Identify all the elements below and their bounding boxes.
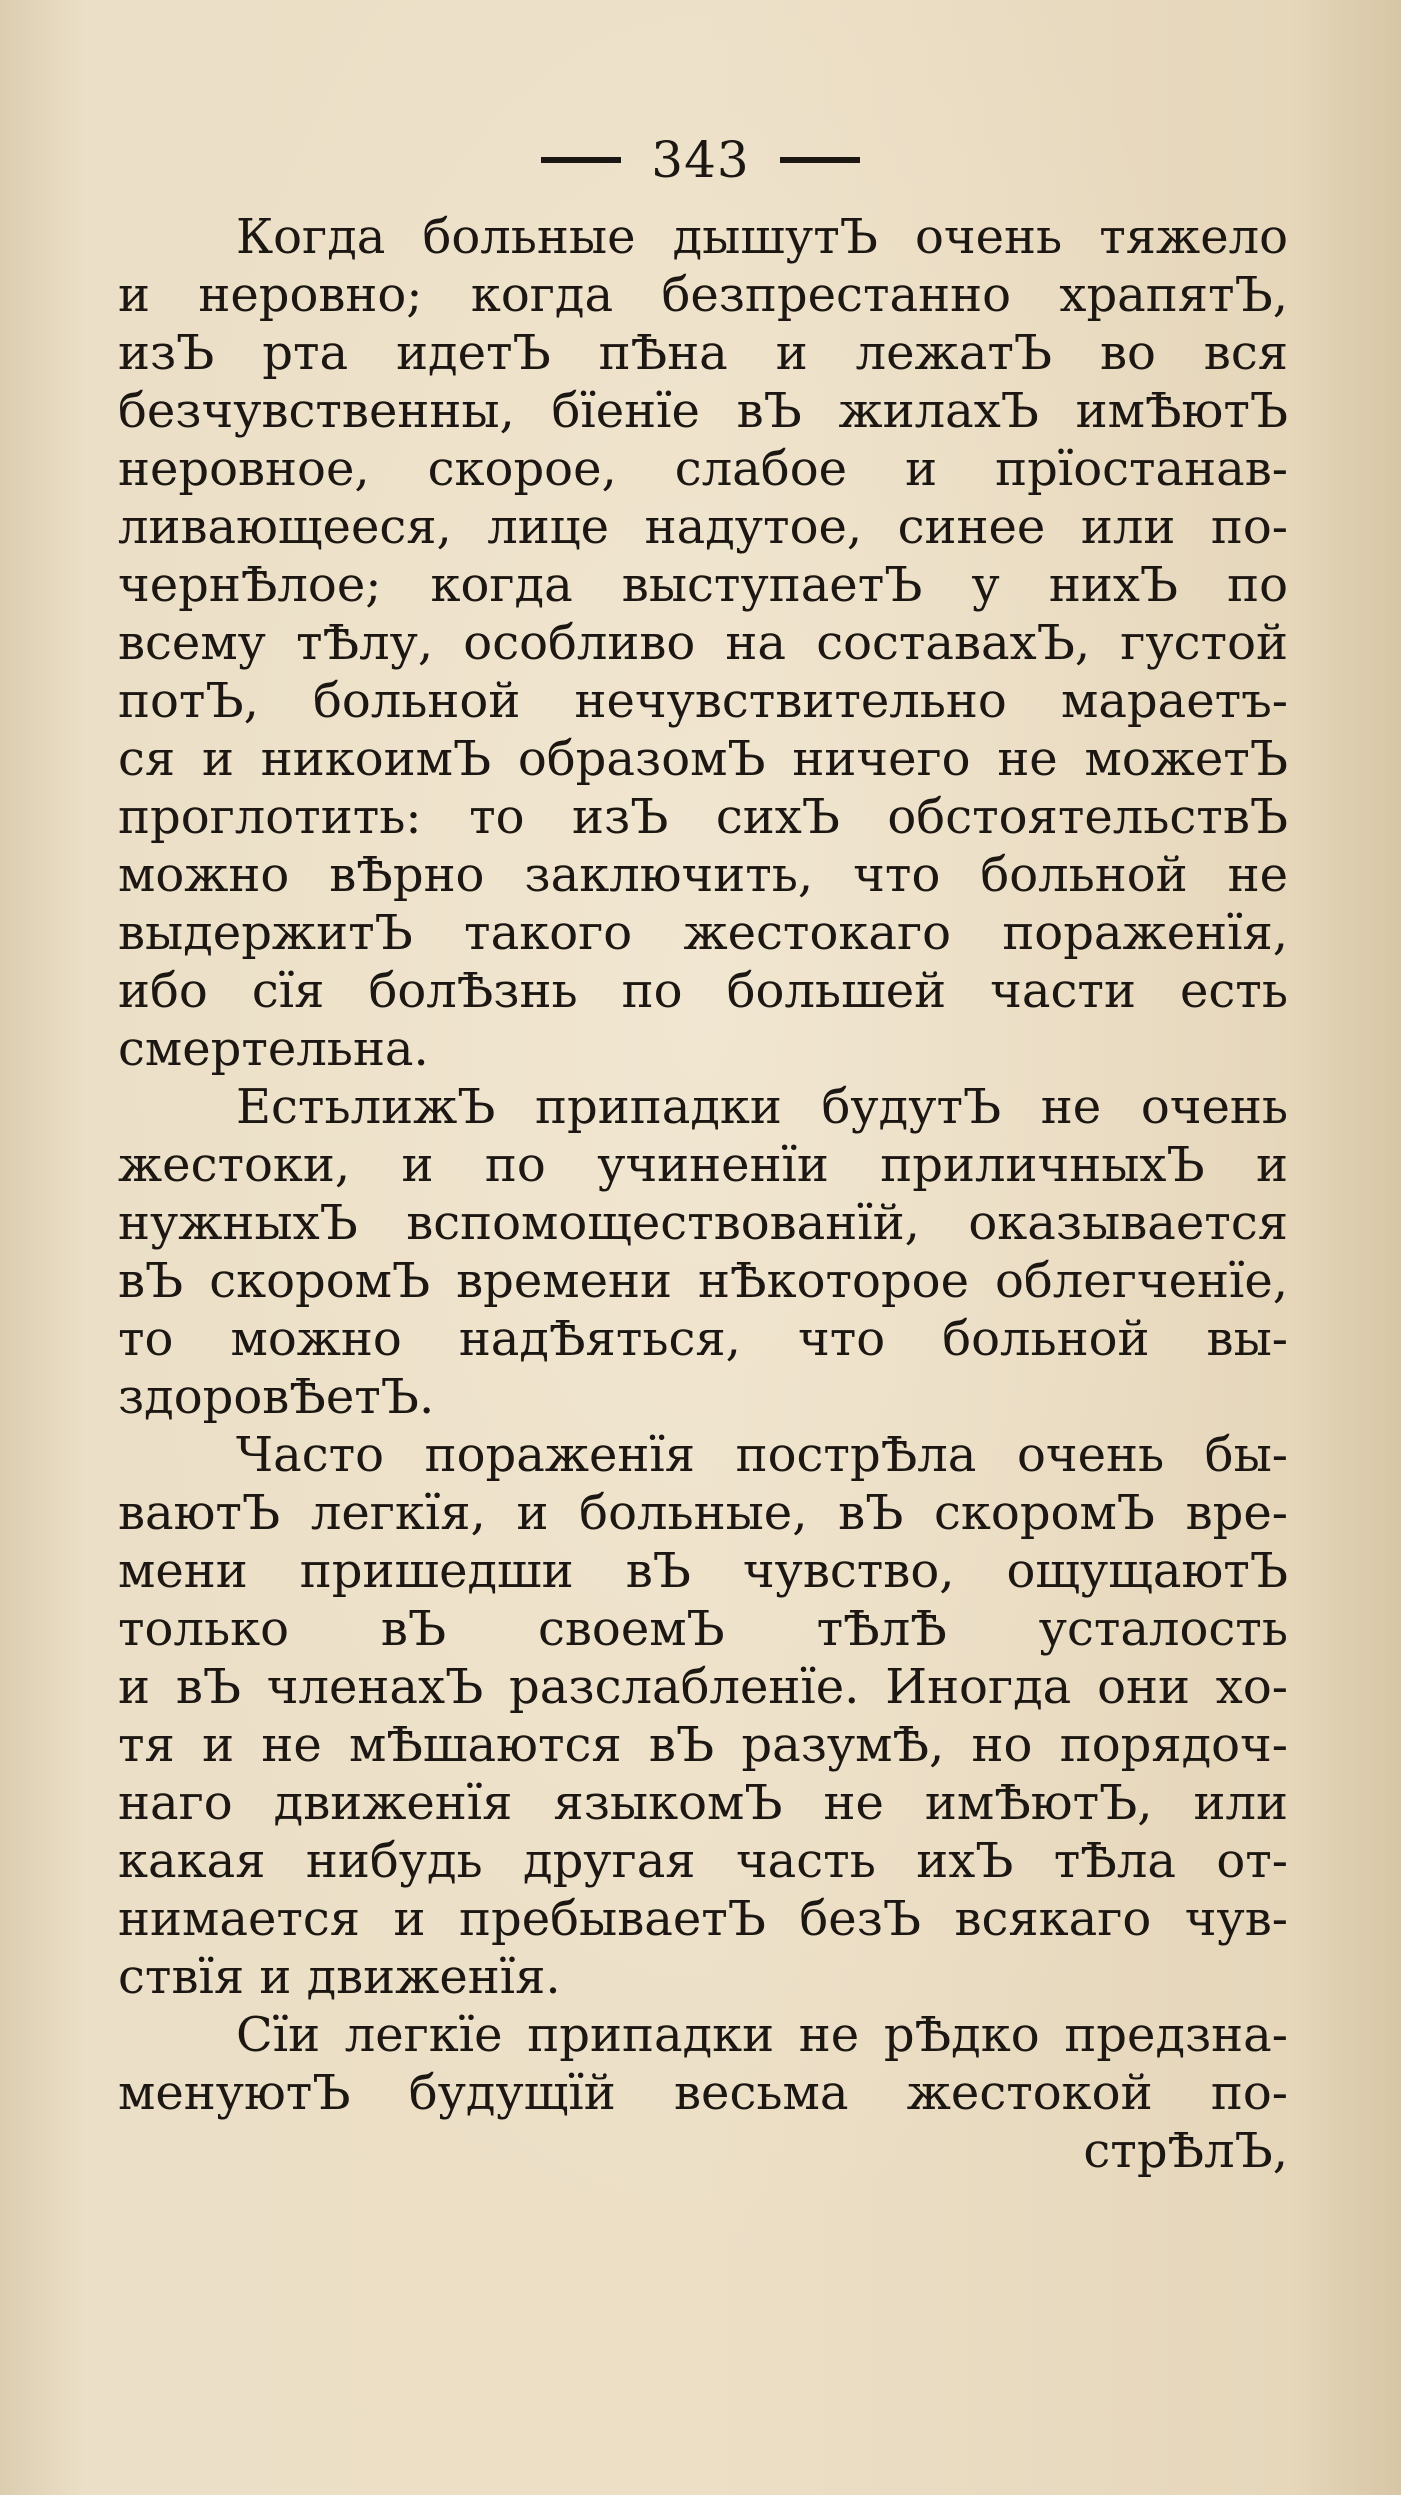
text-line: смертельна. <box>118 1021 429 1077</box>
text-line: безчувственны, бïенïе вЪ жилахЪ имѢютЪ <box>118 383 1288 439</box>
text-line: нимается и пребываетЪ безЪ всякаго чув- <box>118 1891 1288 1947</box>
text-line: ливающееся, лице надутое, синее или по- <box>118 499 1288 555</box>
text-line: чернѢлое; когда выступаетЪ у нихЪ по <box>118 557 1288 613</box>
text-line: ЕстьлижЪ припадки будутЪ не очень <box>236 1079 1288 1135</box>
text-line: потЪ, больной нечувствительно мараетъ- <box>118 673 1288 729</box>
text-line: ся и никоимЪ образомЪ ничего не можетЪ <box>118 731 1288 787</box>
text-line: то можно надѢяться, что больной вы- <box>118 1311 1288 1367</box>
text-line: только вЪ своемЪ тѢлѢ усталость <box>118 1601 1288 1657</box>
text-line: всему тѢлу, особливо на составахЪ, густой <box>118 615 1288 671</box>
text-line: наго движенïя языкомЪ не имѢютЪ, или <box>118 1775 1288 1831</box>
text-line: вЪ скоромЪ времени нѢкоторое облегченïе, <box>118 1253 1288 1309</box>
text-line: менуютЪ будущïй весьма жестокой по- <box>118 2065 1288 2121</box>
text-line: ваютЪ легкïя, и больные, вЪ скоромЪ вре- <box>118 1485 1288 1541</box>
page-number: 343 <box>651 131 750 189</box>
text-line: изЪ рта идетЪ пѢна и лежатЪ во вся <box>118 325 1288 381</box>
text-line: Когда больные дышутЪ очень тяжело <box>236 209 1288 265</box>
text-line: и вЪ членахЪ разслабленïе. Иногда они хо- <box>118 1659 1288 1715</box>
text-line: Сïи легкïе припадки не рѢдко предзна- <box>236 2007 1288 2063</box>
text-line: Часто пораженïя пострѢла очень бы- <box>236 1427 1288 1483</box>
text-line: и неровно; когда безпрестанно храпятЪ, <box>118 267 1288 323</box>
text-line: проглотить: то изЪ сихЪ обстоятельствЪ <box>118 789 1288 845</box>
text-line: ствïя и движенïя. <box>118 1949 561 2005</box>
text-line: выдержитЪ такого жестокаго пораженïя, <box>118 905 1288 961</box>
text-line: мени пришедши вЪ чувство, ощущаютЪ <box>118 1543 1288 1599</box>
text-line: неровное, скорое, слабое и прïостанав- <box>118 441 1288 497</box>
text-line: жестоки, и по учиненïи приличныхЪ и <box>118 1137 1288 1193</box>
text-line: ибо сïя болѢзнь по большей части есть <box>118 963 1288 1019</box>
left-dash <box>541 157 621 163</box>
text-line: какая нибудь другая часть ихЪ тѢла от- <box>118 1833 1288 1889</box>
text-line: нужныхЪ вспомоществованïй, оказывается <box>118 1195 1288 1251</box>
text-line: тя и не мѢшаются вЪ разумѢ, но порядоч- <box>118 1717 1288 1773</box>
text-line: можно вѢрно заключить, что больной не <box>118 847 1288 903</box>
right-dash <box>780 157 860 163</box>
page-header <box>0 130 1401 190</box>
text-line: здоровѢетЪ. <box>118 1369 435 1425</box>
body-text <box>118 208 1288 2180</box>
catchword: стрѢлЪ, <box>1083 2123 1288 2179</box>
